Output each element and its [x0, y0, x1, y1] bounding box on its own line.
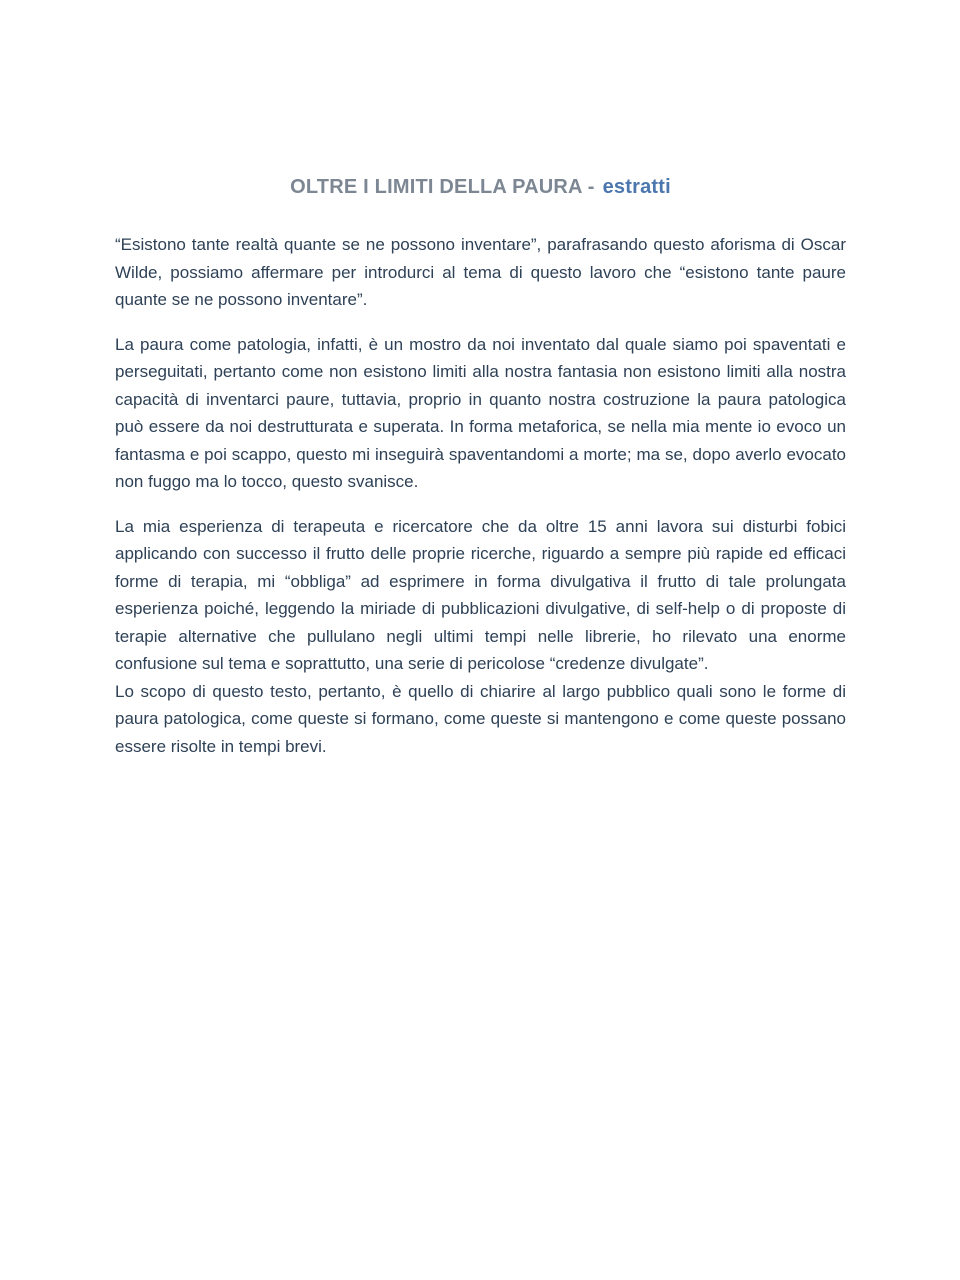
page-title [115, 176, 846, 199]
paragraph-intro-quote: “Esistono tante realtà quante se ne possono inventare”, parafrasando questo aforisma di Oscar Wilde, possiamo affermare per introdurci al tema di questo lavoro che “esistono tante paure quante se ne possono inventare”. [115, 235, 846, 309]
page-title-separator: - [587, 176, 595, 198]
page-title-accent: estratti [602, 176, 671, 198]
paragraph-fear-as-pathology: La paura come patologia, infatti, è un mostro da noi inventato dal quale siamo poi spaventati e perseguitati, pertanto come non esistono limiti alla nostra fantasia non esistono limiti alla nostra capacità di inventarci paure, tuttavia, proprio in quanto nostra costruzione la paura patologica può essere da noi destrutturata e superata. In forma metaforica, se nella mia mente io evoco un fantasma e poi scappo, questo mi inseguirà spaventandomi a morte; ma se, dopo averlo evocato non fuggo ma lo tocco, questo svanisce. [115, 334, 846, 491]
page-title-main: OLTRE I LIMITI DELLA PAURA [290, 176, 583, 198]
paragraph-author-experience: La mia esperienza di terapeuta e ricercatore che da oltre 15 anni lavora sui disturbi fobici applicando con successo il frutto delle proprie ricerche, riguardo a sempre più rapide ed efficaci forme di terapia, mi “obbliga” ad esprimere in forma divulgativa il frutto di tale prolungata esperienza poiché, leggendo la miriade di pubblicazioni divulgative, di self-help o di proposte di terapie alternative che pullulano negli ultimi tempi nelle librerie, ho rilevato una enorme confusione sul tema e soprattutto, una serie di pericolose “credenze divulgate”. [115, 516, 846, 673]
paragraph-purpose: Lo scopo di questo testo, pertanto, è quello di chiarire al largo pubblico quali sono le forme di paura patologica, come queste si formano, come queste si mantengono e come queste possano essere risolte in tempi brevi. [115, 681, 846, 756]
